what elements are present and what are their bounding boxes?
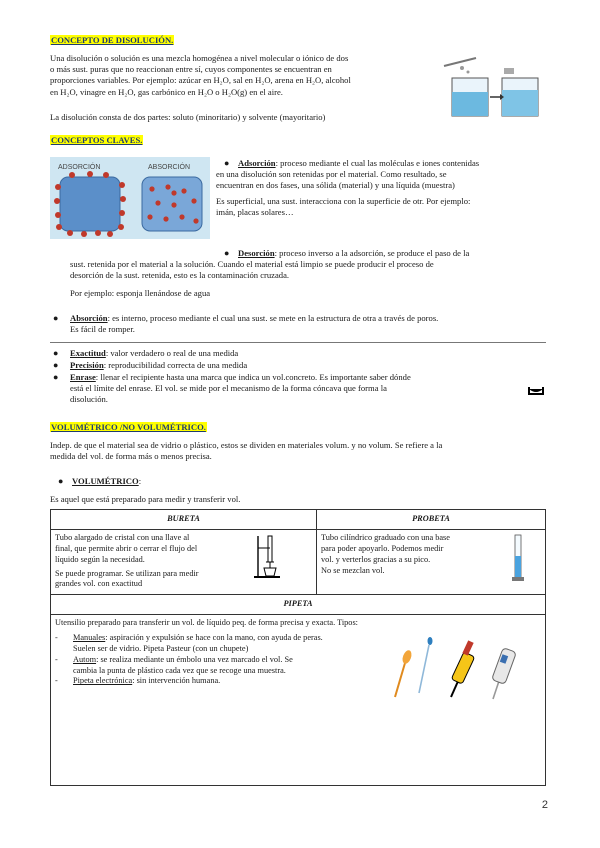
disolucion-line-4: en H₂O, vinagre en H₂O, gas carbónico en H₂O o H₂O(g) en el aire. bbox=[50, 86, 283, 97]
enrase-line-3: disolución. bbox=[70, 394, 108, 405]
desorcion-example: Por ejemplo: esponja llenándose de agua bbox=[70, 287, 211, 298]
pipeta-manual-line-1: : aspiración y expulsión se hace con la mano, con ayuda de peras. bbox=[105, 633, 323, 643]
disolucion-line-1: Una disolución o solución es una mezcla homogénea a nivel molecular o iónico de dos bbox=[50, 53, 349, 63]
divider bbox=[50, 342, 546, 343]
pipeta-electronic-term: Pipeta electrónica bbox=[73, 676, 133, 686]
bullet-icon: ● bbox=[53, 313, 59, 323]
volumetrico-intro-line-2: medida del vol. de forma más o menos precisa. bbox=[50, 451, 212, 462]
electronic-pipette-icon bbox=[492, 648, 517, 699]
enrase-line-1: : llenar el recipiente hasta una marca que indica un vol.concreto. Es importante saber dónde bbox=[95, 372, 411, 382]
automatic-pipette-icon bbox=[451, 641, 475, 698]
bureta-icon bbox=[254, 534, 282, 580]
volumetrico-definition: Es aquel que está preparado para medir y transferir vol. bbox=[50, 494, 241, 504]
adsorcion-absorcion-figure bbox=[50, 157, 210, 239]
adsorcion-line-2: en una disolución son retenidas por el material. Como resultado, se bbox=[216, 169, 447, 180]
volumetrico-intro bbox=[50, 440, 548, 462]
beakers-illustration bbox=[440, 52, 550, 120]
figure-label-absorcion: ABSORCIÓN bbox=[148, 164, 191, 171]
meniscus-icon bbox=[528, 386, 544, 396]
probeta-line-1: Tubo cilíndrico graduado con una base bbox=[321, 533, 450, 543]
enrase-term: Enrase bbox=[70, 372, 96, 382]
adsorcion-line-4: Es superficial, una sust. interacciona con la superficie de otr. Por ejemplo: bbox=[216, 195, 471, 206]
bullet-icon: ● bbox=[53, 372, 59, 382]
disolucion-parts: La disolución consta de dos partes: soluto (minoritario) y solvente (mayoritario) bbox=[50, 112, 326, 122]
pipetas-illustration bbox=[381, 635, 541, 705]
bullet-icon: ● bbox=[224, 158, 230, 168]
absorcion-line-1: : es interno, proceso mediante el cual una sust. se mete en la estructura de otra a través de poros. bbox=[107, 313, 439, 323]
bureta-header: BURETA bbox=[51, 510, 317, 530]
pipeta-header: PIPETA bbox=[51, 595, 546, 615]
bullet-icon: ● bbox=[53, 360, 59, 370]
disolucion-line-3: proporciones variables. Por ejemplo: azúcar en H₂O, sal en H₂O, arena en H₂O, alcohol bbox=[50, 75, 351, 86]
section-title-disolucion: CONCEPTO DE DISOLUCIÓN. bbox=[51, 35, 174, 45]
probeta-line-2: para poder apoyarlo. Podemos medir bbox=[321, 544, 444, 554]
volumetrico-subheading: VOLUMÉTRICO: bbox=[72, 476, 142, 486]
pipeta-manual-line-2: Suelen ser de vidrio. Pipeta Pasteur (con un chupete) bbox=[73, 644, 249, 654]
desorcion-block bbox=[70, 248, 548, 299]
page-number: 2 bbox=[541, 798, 548, 811]
probeta-icon bbox=[511, 534, 525, 582]
pipeta-manual-term: Manuales bbox=[73, 633, 106, 643]
section-title-volumetrico: VOLUMÉTRICO /NO VOLUMÉTRICO. bbox=[51, 422, 206, 432]
absorcion-line-2: Es fácil de romper. bbox=[70, 324, 135, 335]
figure-label-adsorcion: ADSORCIÓN bbox=[58, 164, 101, 171]
probeta-line-3: vol. y verterlos gracias a su pico. bbox=[321, 554, 431, 564]
adsorcion-term: Adsorción bbox=[238, 158, 276, 168]
pipeta-auto-line-2: cambia la punta de plástico cada vez que se recoge una muestra. bbox=[73, 665, 286, 675]
bullet-icon: ● bbox=[58, 476, 64, 486]
exactitud-item bbox=[70, 348, 238, 359]
precision-text: : reproducibilidad correcta de una medida bbox=[103, 360, 248, 370]
pipeta-intro: Utensilio preparado para transferir un vol. de líquido peq. de forma precisa y exacta. Tipos: bbox=[55, 618, 358, 628]
adsorcion-line-5: imán, placas solares… bbox=[216, 206, 294, 217]
disolucion-line-2: o más sust. puras que no reaccionan entre sí, cuyos componentes se encuentran en bbox=[50, 64, 332, 75]
exactitud-text: : valor verdadero o real de una medida bbox=[105, 348, 239, 358]
desorcion-line-2: sust. retenida por el material a la solución. Cuando el material está limpio se puede producir el proceso de bbox=[70, 259, 434, 270]
bureta-line-2: final, que permite abrir o cerrar el flujo del bbox=[55, 544, 198, 554]
bureta-line-5: grandes vol. con exactitud bbox=[55, 579, 143, 589]
absorcion-term: Absorción bbox=[70, 313, 108, 323]
precision-item bbox=[70, 360, 247, 371]
enrase-item bbox=[70, 372, 520, 406]
precision-term: Precisión bbox=[70, 360, 104, 370]
bureta-line-1: Tubo alargado de cristal con una llave al bbox=[55, 533, 190, 543]
bullet-icon: ● bbox=[53, 348, 59, 358]
probeta-header: PROBETA bbox=[317, 510, 546, 530]
bureta-line-3: líquido según la necesidad. bbox=[55, 554, 145, 564]
section-title-conceptos: CONCEPTOS CLAVES. bbox=[51, 135, 143, 145]
exactitud-term: Exactitud bbox=[70, 348, 106, 358]
adsorcion-line-1: : proceso mediante el cual las moléculas e iones contenidas bbox=[275, 158, 480, 168]
pasteur-pipette-icon bbox=[395, 637, 433, 697]
desorcion-line-1: : proceso inverso a la adsorción, se produce el paso de la bbox=[274, 248, 470, 258]
disolucion-paragraph bbox=[50, 53, 430, 98]
bureta-cell bbox=[51, 530, 317, 595]
desorcion-line-3: desorción de la sust. retenida, esto es la contaminación cruzada. bbox=[70, 270, 290, 281]
probeta-cell bbox=[317, 530, 546, 595]
volumetrico-intro-line-1: Indep. de que el material sea de vidrio o plástico, estos se dividen en materiales volum. y no volum. Se refiere a la bbox=[50, 440, 443, 450]
pipeta-types: - Manuales: aspiración y expulsión se hace con la mano, con ayuda de peras. Suelen ser de vidrio. Pipeta Pasteur (con un chupete) - Autom: se realiza mediante un émbolo una vez marcado el vol. Se cambia la punta de plástico cada vez que se recoge una muestra. - Pipeta electrónica: sin intervención humana. bbox=[55, 633, 365, 687]
volumetric-table bbox=[50, 509, 546, 786]
pipeta-cell bbox=[51, 615, 546, 786]
adsorcion-block bbox=[216, 158, 548, 218]
desorcion-term: Desorción bbox=[238, 248, 275, 258]
pipeta-auto-term: Autom bbox=[73, 654, 97, 664]
absorcion-block bbox=[70, 313, 548, 335]
pipeta-auto-line-1: : se realiza mediante un émbolo una vez marcado el vol. Se bbox=[96, 654, 293, 664]
bullet-icon: ● bbox=[224, 248, 230, 258]
adsorcion-line-3: encuentran en dos fases, una sólida (material) y una líquida (muestra) bbox=[216, 180, 455, 191]
bureta-line-4: Se puede programar. Se utilizan para medir bbox=[55, 568, 199, 578]
enrase-line-2: está el límite del enrase. El vol. se mide por el mecanismo de la forma cóncava que forma la bbox=[70, 383, 387, 394]
pipeta-electronic-text: : sin intervención humana. bbox=[132, 676, 221, 686]
probeta-line-4: No se mezclan vol. bbox=[321, 565, 385, 575]
